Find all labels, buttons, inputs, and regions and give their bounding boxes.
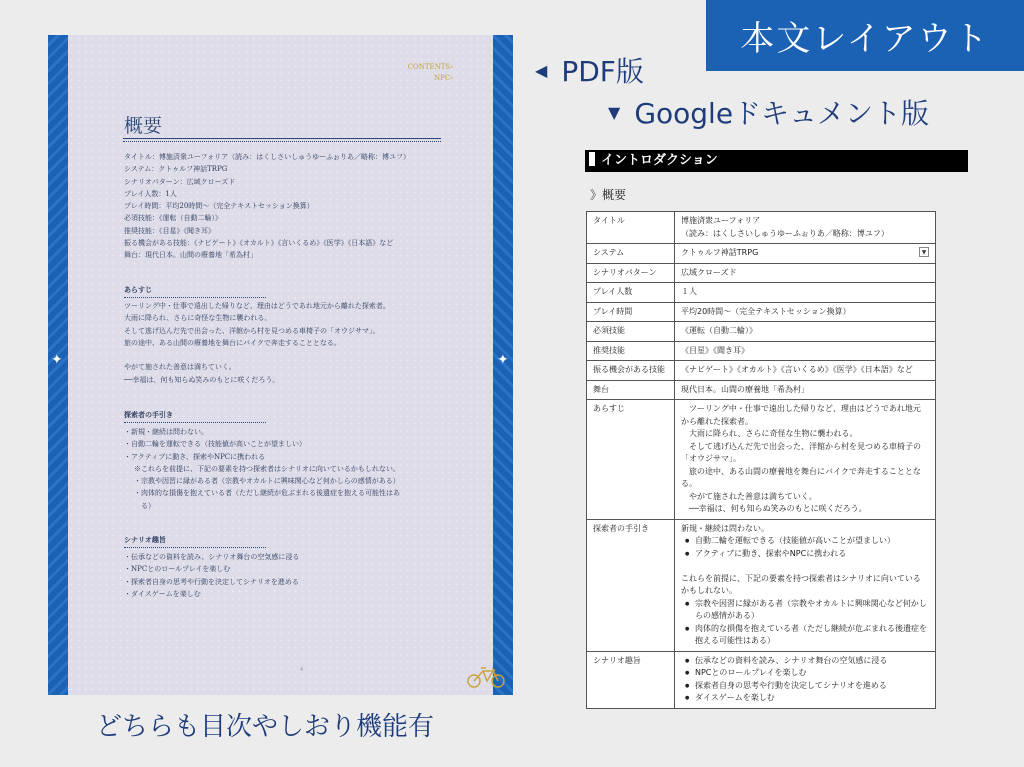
synopsis-heading: あらすじ [124,285,152,294]
title-rule [123,138,441,139]
synopsis-line: 大雨に降られ、さらに奇怪な生物に襲われる。 [681,429,858,438]
table-key: シナリオパターン [587,263,675,283]
table-key: 推奨技能 [587,341,675,361]
guide-note: かもしれない。 [681,586,737,595]
pdf-version-text: PDF版 [561,55,644,88]
synopsis-line: やがて施された善意は満ちていく。 [681,491,817,501]
table-key: 探索者の手引き [587,519,675,651]
table-row [587,283,936,303]
gdoc-version-label [608,92,929,132]
table-key: タイトル [587,212,675,244]
guide-line: ・肉体的な損傷を抱えている者（ただし継続が危ぶまれる後遺症を抱える可能性はあ [134,489,400,498]
list-item: ● 伝承などの資料を読み、シナリオ舞台の空気感に浸る [681,655,929,668]
table-row [587,400,936,520]
value-line: 博施済衆ユーフォリア [681,216,761,225]
gdoc-overview-table [586,211,936,709]
pdf-preview [48,35,513,695]
table-row [587,322,936,342]
list-item: ● アクティブに動き、探索やNPCに携われる [681,548,929,561]
guide-list [681,535,929,560]
gdoc-subheading: 》概要 [590,188,627,202]
list-item: ● ダイスゲームを楽しむ [681,692,929,705]
info-line: シナリオパターン：広域クローズド [124,177,236,186]
intent-line: ・探索者自身の思考や行動を決定してシナリオを進める [124,577,299,586]
gdoc-version-text: Googleドキュメント版 [634,97,930,130]
guide-line: ・宗教や因習に縁がある者（宗教やオカルトに興味関心など何かしらの感情がある） [134,477,400,486]
synopsis-line: ──幸福は、何も知らぬ笑みのもとに咲くだろう。 [681,504,867,513]
synopsis-line: そして逃げ込んだ先で出会った、洋館から村を見つめる車椅子の「オウジサマ」。 [124,326,380,335]
synopsis-line: ──幸福は、何も知らぬ笑みのもとに咲くだろう。 [124,375,280,384]
triangle-left-icon: ◀ [535,60,548,80]
triangle-down-icon: ▼ [608,102,621,122]
sparkle-icon: ✦ [497,352,509,368]
table-value: 現代日本。山間の療養地「希為村」 [675,380,936,400]
guide-line: ※これらを前提に、下記の要素を持つ探索者はシナリオに向いているかもしれない。 [134,464,400,473]
table-value [675,519,936,651]
spacer [681,560,929,573]
guide-line: る） [134,501,155,510]
guide-intro: 新規・継続は問わない。 [681,523,769,533]
table-value: 《運転（自動二輪）》 [675,322,936,342]
heading-rule [124,297,266,298]
table-value [675,244,936,264]
list-item: ● 肉体的な損傷を抱えている者（ただし継続が危ぶまれる後遺症を抱える可能性はある） [681,623,929,648]
pdf-version-label [535,50,644,90]
bicycle-icon [465,665,507,689]
info-line: 推奨技能：《目星》《聞き耳》 [124,226,215,235]
synopsis-line: 大雨に降られ、さらに奇怪な生物に襲われる。 [124,314,272,323]
synopsis-line: 旅の途中、ある山間の療養地を舞台にバイクで奔走することとな [681,466,921,476]
intent-line: ・ダイスゲームを楽しむ [124,589,201,598]
info-line: タイトル：博施済衆ユーフォリア（読み：はくしさいしゅうゆーふぉりあ／略称：博ユフ） [124,153,411,161]
table-key: プレイ人数 [587,283,675,303]
table-row [587,212,936,244]
title-rule-dotted [123,141,441,142]
intent-list [681,655,929,705]
table-key: あらすじ [587,400,675,520]
intent-line: ・NPCとのロールプレイを楽しむ [124,565,231,574]
heading-bar [589,152,595,166]
synopsis-line: そして逃げ込んだ先で出会った、洋館から村を見つめる車椅子の [681,441,921,451]
table-value [675,212,936,244]
pdf-nav-links[interactable] [408,62,453,84]
table-row [587,263,936,283]
list-item: ● 宗教や因習に縁がある者（宗教やオカルトに興味関心など何かしらの感情がある） [681,598,929,623]
synopsis-line: 「オウジサマ」。 [681,454,741,463]
pdf-section-title: 概要 [124,115,163,137]
contents-link[interactable]: CONTENTS› [407,63,453,71]
info-line: プレイ人数：1人 [124,189,177,198]
table-value: 広域クローズド [675,263,936,283]
pdf-page [68,35,493,695]
table-value: 平均20時間〜（完全テキストセッション換算） [675,302,936,322]
info-line: 舞台：現代日本。山間の療養地「希為村」 [124,251,257,260]
table-value [675,400,936,520]
table-key: システム [587,244,675,264]
table-key: 必須技能 [587,322,675,342]
guide-line: ・新規・継続は問わない。 [124,428,208,436]
npc-link[interactable]: NPC› [434,74,453,82]
list-item: ● 探索者自身の思考や行動を決定してシナリオを進める [681,680,929,693]
table-value: １人 [675,283,936,303]
info-line: 必須技能：《運転（自動二輪）》 [124,214,222,223]
guide-list [681,598,929,648]
sparkle-icon: ✦ [51,352,63,368]
table-row [587,361,936,381]
heading-rule [124,422,266,423]
pdf-synopsis [124,300,390,386]
list-item: ● NPCとのロールプレイを楽しむ [681,667,929,680]
list-item: ● 自動二輪を運転できる（技能値が高いことが望ましい） [681,535,929,548]
table-row [587,519,936,651]
synopsis-line: る。 [681,479,697,488]
guide-line: ・アクティブに動き、探索やNPCに携われる [124,452,266,461]
heading-rule [124,547,266,548]
pdf-guide [124,426,400,512]
table-value: 《ナビゲート》《オカルト》《言いくるめ》《医学》《日本語》など [675,361,936,381]
pdf-intent [124,551,299,600]
table-value: 《目星》《聞き耳》 [675,341,936,361]
table-key: 舞台 [587,380,675,400]
synopsis-line: ツーリング中・仕事で遠出した帰りなど、理由はどうであれ地元から離れた探索者。 [124,302,390,310]
guide-note: これらを前提に、下記の要素を持つ探索者はシナリオに向いている [681,573,921,583]
table-row [587,341,936,361]
bottom-caption: どちらも目次やしおり機能有 [96,712,435,742]
info-line: システム：クトゥルフ神話TRPG [124,165,228,174]
synopsis-line: ツーリング中・仕事で遠出した帰りなど、理由はどうであれ地元 [681,404,921,413]
table-key: 振る機会がある技能 [587,361,675,381]
guide-heading: 探索者の手引き [124,410,173,419]
info-line: プレイ時間：平均20時間〜（完全テキストセッション換算） [124,202,314,211]
table-row [587,380,936,400]
synopsis-line: やがて施された善意は満ちていく。 [124,363,236,372]
dropdown-icon[interactable]: ▼ [919,247,929,257]
table-row [587,244,936,264]
page-number: 4 [300,667,304,673]
table-row [587,651,936,708]
info-line: 振る機会がある技能：《ナビゲート》《オカルト》《言いくるめ》《医学》《日本語》など [124,239,394,248]
synopsis-line: から離れた探索者。 [681,416,753,426]
gdoc-heading [585,150,968,172]
table-row [587,302,936,322]
value-line: （読み：はくしさいしゅうゆーふぉりあ／略称：博ユフ） [681,228,889,238]
pdf-info-list [124,151,410,262]
layout-title-badge: 本文レイアウト [706,0,1024,71]
table-key: プレイ時間 [587,302,675,322]
system-value[interactable]: クトゥルフ神話TRPG [681,248,759,257]
synopsis-line: 旅の途中、ある山間の療養地を舞台にバイクで奔走することとなる。 [124,338,341,347]
gdoc-heading-text: イントロダクション [601,153,718,168]
table-value [675,651,936,708]
spacer [124,349,390,361]
intent-heading: シナリオ趣旨 [124,535,166,544]
guide-line: ・自動二輪を運転できる（技能値が高いことが望ましい） [124,440,306,449]
table-key: シナリオ趣旨 [587,651,675,708]
intent-line: ・伝承などの資料を読み、シナリオ舞台の空気感に浸る [124,553,300,561]
